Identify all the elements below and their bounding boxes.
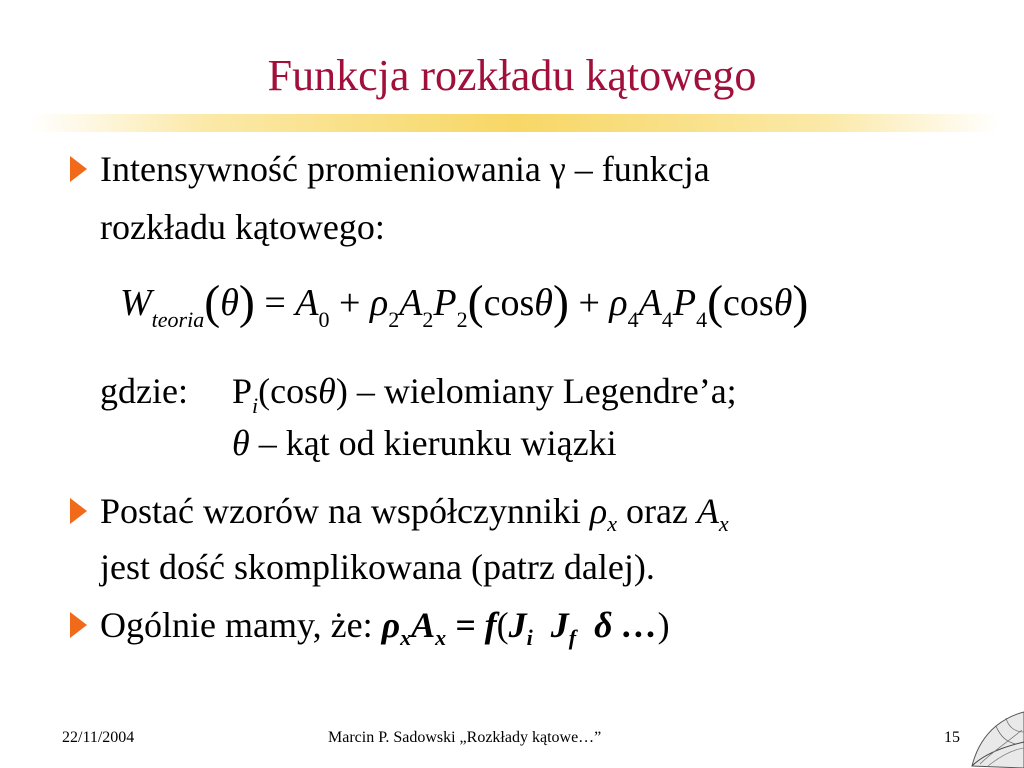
formula-lparen-3: (: [707, 276, 724, 329]
bullet-2-line-2: jest dość skomplikowana (patrz dalej).: [100, 547, 655, 587]
slide-title: Funkcja rozkładu kątowego: [267, 51, 757, 100]
formula-P4: P: [672, 282, 697, 324]
bullet-3-rho: ρ: [381, 605, 401, 645]
bullet-3-J2: J: [550, 605, 569, 645]
formula-equals: =: [254, 282, 296, 324]
bullet-2-rho: ρ: [589, 491, 608, 531]
bullet-1-line-1: Intensywność promieniowania γ – funkcja: [100, 149, 710, 189]
bullet-3-open: (: [496, 605, 509, 645]
bullet-3-J2-sub: f: [568, 625, 577, 650]
formula-plus-1: +: [329, 282, 370, 324]
formula-rho4-sub: 4: [627, 307, 639, 332]
bullet-triangle-icon: [70, 612, 87, 638]
bullet-2-text-a: Postać wzorów na współczynniki: [100, 491, 590, 531]
bullet-2-rho-sub: x: [607, 511, 617, 536]
where-line-1: [232, 368, 737, 419]
where-P-sub: i: [252, 393, 259, 418]
formula-plus-2: +: [568, 282, 610, 324]
formula-P2-sub: 2: [456, 307, 468, 332]
bullet-3-rho-sub: x: [400, 625, 412, 650]
formula-A0: A: [295, 282, 319, 324]
formula-A2: A: [399, 282, 423, 324]
formula-A4-sub: 4: [661, 307, 673, 332]
footer-page-number: 15: [944, 729, 960, 746]
bullet-3-A: A: [411, 605, 436, 645]
footer-author: Marcin P. Sadowski „Rozkłady kątowe…”: [328, 729, 602, 746]
bullet-3-eq: =: [446, 605, 485, 645]
bullet-2-line-1: [100, 488, 729, 539]
where-theta-2: θ: [232, 423, 250, 463]
bullet-3-delta: δ: [594, 605, 613, 645]
angular-distribution-formula: [120, 272, 808, 336]
formula-lparen-2: (: [467, 276, 484, 329]
formula-A2-sub: 2: [422, 307, 434, 332]
footer-date: 22/11/2004: [62, 729, 135, 746]
bullet-triangle-icon: [70, 156, 87, 182]
title-underline-rule: [30, 114, 1000, 132]
bullet-triangle-icon: [70, 498, 87, 524]
where-label: gdzie:: [100, 371, 188, 411]
formula-W-sub: teoria: [151, 307, 205, 332]
formula-rparen: ): [238, 276, 255, 329]
formula-A4: A: [638, 282, 662, 324]
formula-lparen: (: [204, 276, 221, 329]
bullet-3-ellipsis: …: [612, 605, 658, 645]
where-P: P: [232, 371, 253, 411]
bullet-2-A-sub: x: [718, 511, 729, 536]
where-theta: θ: [318, 371, 336, 411]
bullet-1-line-2: rozkładu kątowego:: [100, 207, 385, 247]
where-cos: (cos: [258, 371, 319, 411]
bullet-3-close: ): [657, 605, 670, 645]
where-line-2: [232, 420, 617, 466]
formula-P4-sub: 4: [696, 307, 708, 332]
where-rparen: ): [335, 371, 348, 411]
formula-cos-2: cos: [723, 282, 774, 324]
formula-rho2-sub: 2: [388, 307, 400, 332]
formula-rho2: ρ: [369, 282, 389, 324]
formula-theta-3: θ: [773, 282, 793, 324]
formula-W: W: [120, 282, 152, 324]
bullet-3-J1-sub: i: [526, 625, 533, 650]
formula-rho4: ρ: [609, 282, 628, 324]
where-desc-2: – kąt od kierunku wiązki: [249, 423, 617, 463]
bullet-3-prefix: Ogólnie mamy, że:: [100, 605, 382, 645]
formula-theta-2: θ: [534, 282, 553, 324]
bullet-3-A-sub: x: [435, 625, 447, 650]
formula-cos-1: cos: [483, 282, 535, 324]
bullet-3-line-1: [100, 602, 670, 653]
formula-theta: θ: [220, 282, 239, 324]
page-curl-icon: [962, 690, 1024, 768]
where-desc-1: – wielomiany Legendre’a;: [347, 371, 737, 411]
formula-rparen-2: ): [552, 276, 569, 329]
bullet-3-f: f: [484, 605, 497, 645]
bullet-2-text-b: oraz: [616, 491, 697, 531]
formula-rparen-3: ): [792, 276, 809, 329]
bullet-2-A: A: [696, 491, 719, 531]
bullet-3-J1: J: [508, 605, 527, 645]
formula-P2: P: [433, 282, 457, 324]
formula-A0-sub: 0: [318, 307, 330, 332]
